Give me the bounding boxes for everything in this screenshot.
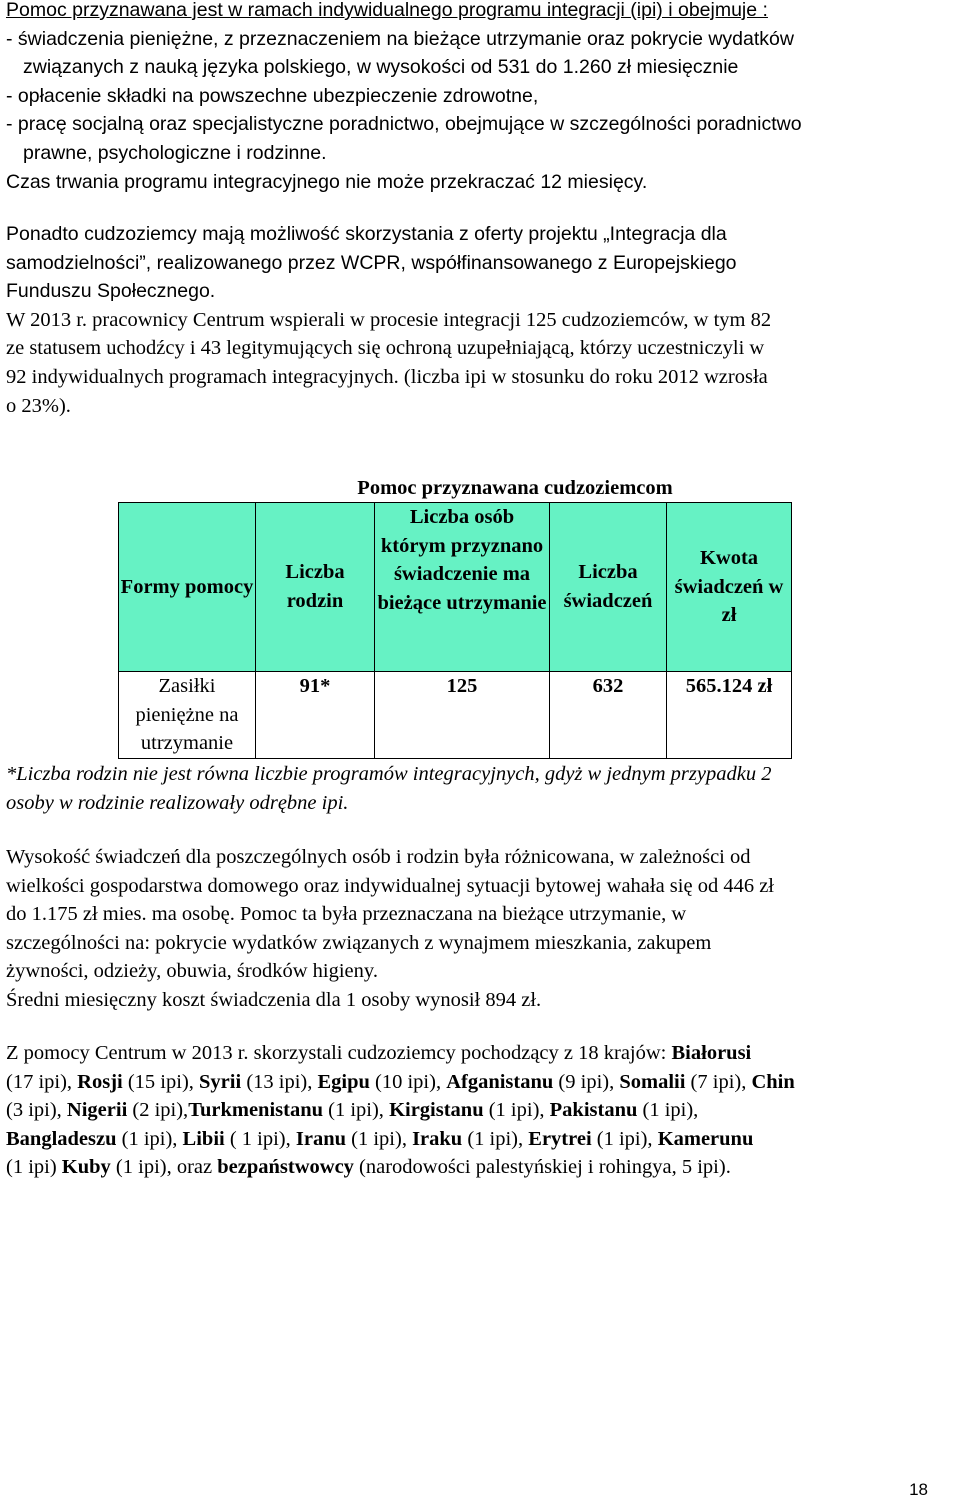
aid-table [118,502,792,759]
para-line: ze statusem uchodźcy i 43 legitymujących się ochroną uzupełniającą, którzy uczestniczyli w [6,337,765,360]
intro-heading: Pomoc przyznawana jest w ramach indywidualnego programu integracji (ipi) i obejmuje : [6,0,768,21]
para-text: ( 1 ipi), [224,1127,296,1150]
para-line: samodzielności”, realizowanego przez WCPR, współfinansowanego z Europejskiego [6,251,737,274]
para-text: (10 ipi), [369,1070,447,1093]
country-name: Kamerunu [657,1127,754,1150]
table-cell: Zasiłki pieniężne na utrzymanie [119,672,256,759]
para-text: (17 ipi), [6,1070,78,1093]
table-cell: 565.124 zł [667,672,792,759]
para-text: (1 ipi), [346,1127,413,1150]
para-line: o 23%). [6,394,71,417]
countries-paragraph [6,1039,954,1182]
table-header-cell: Liczba świadczeń [550,503,667,672]
para-line: Średni miesięczny koszt świadczenia dla 1 osoby wynosił 894 zł. [6,988,542,1011]
para-line: szczególności na: pokrycie wydatków związanych z wynajmem mieszkania, zakupem [6,931,712,954]
table-cell: 632 [550,672,667,759]
para-text: Z pomocy Centrum w 2013 r. skorzystali cudzoziemcy pochodzący z 18 krajów: [6,1042,672,1064]
para-line [6,1068,954,1097]
intro-line: - świadczenia pieniężne, z przeznaczeniem na bieżące utrzymanie oraz pokrycie wydatków [6,27,794,50]
para-text: (1 ipi), oraz [110,1156,218,1179]
para-line: 92 indywidualnych programach integracyjnych. (liczba ipi w stosunku do roku 2012 wzrosła [6,365,768,388]
country-name: Kirgistanu [389,1099,484,1122]
para-line: Ponadto cudzoziemcy mają możliwość skorzystania z oferty projektu „Integracja dla [6,223,727,245]
para-text: (1 ipi), [591,1127,658,1150]
para-text: (1 ipi), [323,1099,390,1122]
para-text: (1 ipi), [462,1127,529,1150]
intro-line: związanych z nauką języka polskiego, w wysokości od 531 do 1.260 zł miesięcznie [23,56,739,79]
intro-section [6,0,954,196]
country-name: Turkmenistanu [188,1099,324,1122]
para-text: (1 ipi), [483,1099,550,1122]
country-name: Libii [182,1127,225,1150]
table-cell: 91* [256,672,375,759]
table-footnote [6,760,954,817]
para-line [6,1096,954,1125]
country-name: Iraku [412,1127,463,1150]
benefit-amount-paragraph [6,843,954,1015]
para-line [6,1125,954,1154]
para-line: żywności, odzieży, obuwia, środków higieny. [6,960,378,983]
table-row [119,672,792,759]
integration-paragraph [6,220,954,420]
para-text: (1 ipi), [116,1127,183,1150]
footnote-line: osoby w rodzinie realizowały odrębne ipi. [6,791,349,814]
intro-line: prawne, psychologiczne i rodzinne. [23,141,327,164]
para-line [6,1153,954,1182]
country-name: Afganistanu [446,1070,554,1093]
intro-line: - pracę socjalną oraz specjalistyczne poradnictwo, obejmujące w szczególności poradnictwo [6,113,802,136]
para-line: do 1.175 zł mies. ma osobę. Pomoc ta była przeznaczana na bieżące utrzymanie, w [6,903,687,926]
table-header-cell: Liczba osób którym przyznano świadczenie ma bieżące utrzymanie [375,503,550,672]
country-name: Chin [751,1070,795,1093]
table-header-cell: Formy pomocy [119,503,256,672]
para-line: W 2013 r. pracownicy Centrum wspierali w procesie integracji 125 cudzoziemców, w tym 82 [6,308,772,331]
para-line: wielkości gospodarstwa domowego oraz indywidualnej sytuacji bytowej wahała się od 446 zł [6,874,774,897]
para-text: (2 ipi), [127,1099,189,1122]
para-text: (1 ipi) [6,1156,62,1179]
para-text: (13 ipi), [241,1070,318,1093]
table-header-cell: Liczba rodzin [256,503,375,672]
table-caption: Pomoc przyznawana cudzoziemcom [357,477,673,499]
country-name: Rosji [77,1070,123,1093]
para-line: Funduszu Społecznego. [6,280,216,303]
page-number: 18 [909,1480,928,1499]
country-name: Somalii [619,1070,686,1093]
para-text: (3 ipi), [6,1099,67,1122]
table-cell: 125 [375,672,550,759]
country-name: Syrii [199,1070,242,1093]
country-name: Pakistanu [549,1099,638,1122]
country-name: Iranu [295,1127,347,1150]
para-text: (9 ipi), [553,1070,620,1093]
para-text: (7 ipi), [685,1070,752,1093]
country-name: bezpaństwowcy [217,1156,354,1179]
intro-line: - opłacenie składki na powszechne ubezpieczenie zdrowotne, [6,84,539,107]
footnote-line: *Liczba rodzin nie jest równa liczbie programów integracyjnych, gdyż w jednym przypadku 2 [6,763,772,785]
table-header-row [119,503,792,672]
table-header-cell: Kwota świadczeń w zł [667,503,792,672]
country-name: Kuby [61,1156,111,1179]
country-name: Białorusi [671,1042,752,1064]
country-name: Bangladeszu [6,1127,117,1150]
para-text: (1 ipi), [637,1099,699,1122]
para-line [6,1039,954,1068]
country-name: Erytrei [528,1127,592,1150]
para-text: (narodowości palestyńskiej i rohingya, 5 ipi). [353,1156,731,1179]
intro-line: Czas trwania programu integracyjnego nie może przekraczać 12 miesięcy. [6,170,648,193]
country-name: Egipu [317,1070,370,1093]
para-text: (15 ipi), [122,1070,200,1093]
country-name: Nigerii [66,1099,128,1122]
para-line: Wysokość świadczeń dla poszczególnych osób i rodzin była różnicowana, w zależności od [6,846,751,868]
